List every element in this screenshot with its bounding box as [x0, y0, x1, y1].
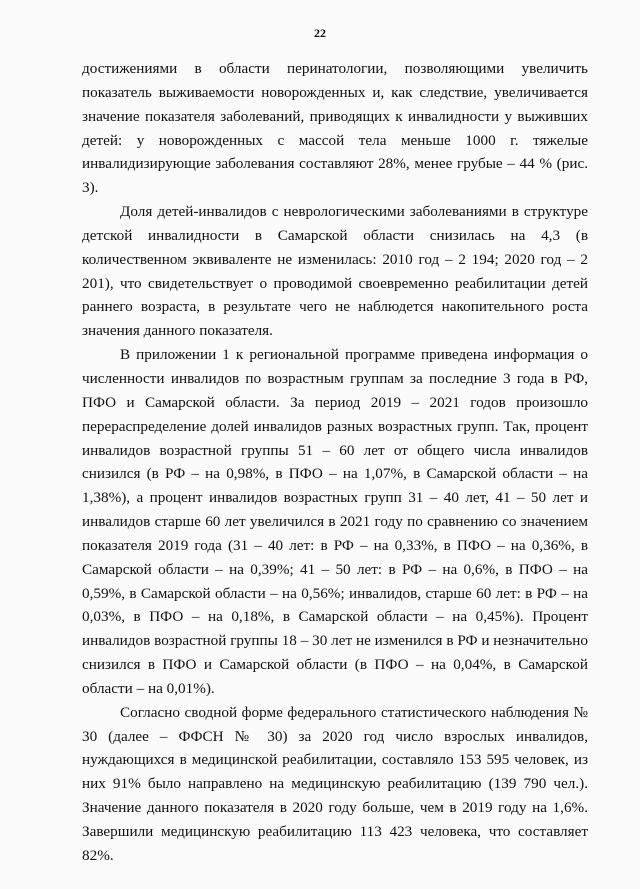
paragraph-age-groups: В приложении 1 к региональной программе приведена информация о численности инвалидов по возрастным группам за последние 3 года в РФ, ПФО и Самарской области. За период 2019 – 2021 годов произошло перераспределение долей инвалидов разных возрастных групп. Так, процент инвалидов возрастной группы 51 – 60 лет от общего числа инвалидов снизился (в РФ – на 0,98%, в ПФО – на 1,07%, в Самарской области – на 1,38%), а процент инвалидов возрастных групп 31 – 40 лет, 41 – 50 лет и инвалидов старше 60 лет увеличился в 2021 году по сравнению со значением показателя 2019 года (31 – 40 лет: в РФ – на 0,33%, в ПФО – на 0,36%, в Самарской области – на 0,39%; 41 – 50 лет: в РФ – на 0,6%, в ПФО – на 0,59%, в Самарской области – на 0,56%; инвалидов, старше 60 лет: в РФ – на 0,03%, в ПФО – на 0,18%, в Самарской области – на 0,45%). Процент инвалидов возрастной группы 18 – 30 лет не изменился в РФ и незначительно снизился в ПФО и Самарской области (в ПФО – на 0,04%, в Самарской области – на 0,01%).: [82, 346, 588, 697]
document-body: [82, 57, 588, 868]
paragraph-rehabilitation-stats: Согласно сводной форме федерального статистического наблюдения № 30 (далее – ФФСН № 30) за 2020 год число взрослых инвалидов, нуждающихся в медицинской реабилитации, составляло 153 595 человек, из них 91% было направлено на медицинскую реабилитацию (139 790 чел.). Значение данного показателя в 2020 году больше, чем в 2019 году на 1,6%. Завершили медицинскую реабилитацию 113 423 человека, что составляет 82%.: [82, 703, 588, 864]
page-number: 22: [314, 26, 326, 40]
paragraph-continuation: достижениями в области перинатологии, позволяющими увеличить показатель выживаемости новорожденных и, как следствие, увеличивается значение показателя заболеваний, приводящих к инвалидности у выживших детей: у новорожденных с массой тела меньше 1000 г. тяжелые инвалидизирующие заболевания составляют 28%, менее грубые – 44 % (рис. 3).: [82, 60, 588, 197]
paragraph-disabled-children-share: Доля детей-инвалидов с неврологическими заболеваниями в структуре детской инвалидности в Самарской области снизилась на 4,3 (в количественном эквиваленте не изменилась: 2010 год – 2 194; 2020 год – 2 201), что свидетельствует о проводимой своевременно реабилитации детей раннего возраста, в результате чего не наблюдется накопительного роста значения данного показателя.: [82, 203, 588, 340]
